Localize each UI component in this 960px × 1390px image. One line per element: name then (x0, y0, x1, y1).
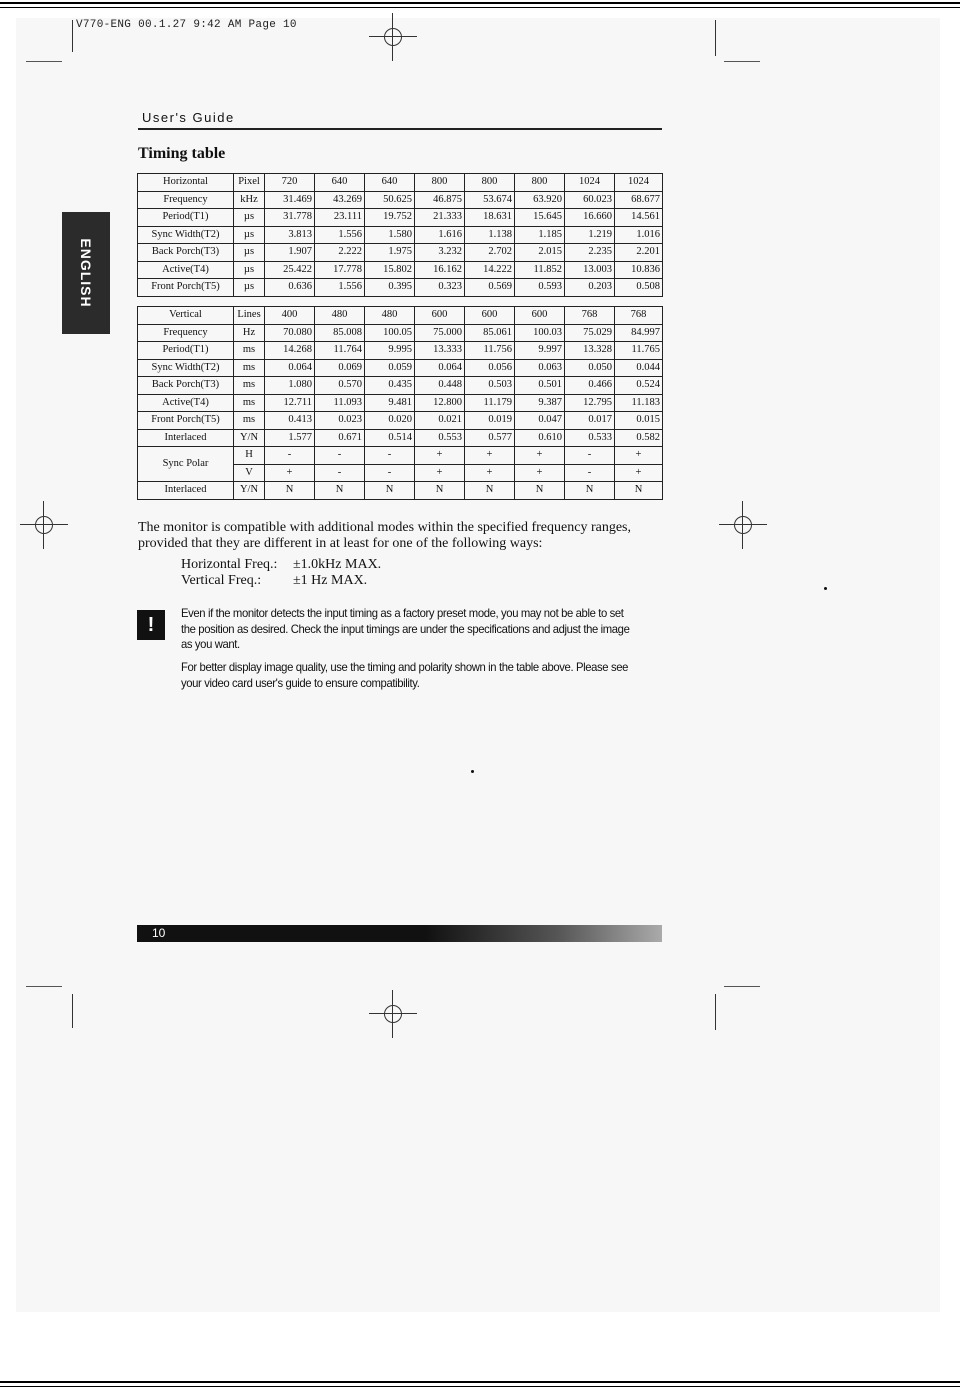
table-cell: 0.064 (415, 359, 465, 377)
table-cell: Active(T4) (138, 394, 234, 412)
table-cell: 13.333 (415, 342, 465, 360)
freq-limit-label: Vertical Freq.: (181, 573, 262, 588)
table-cell: V (234, 464, 265, 482)
table-cell: + (515, 447, 565, 465)
table-cell: 50.625 (365, 191, 415, 209)
table-cell: ms (234, 412, 265, 430)
freq-limit-label: Horizontal Freq.: (181, 557, 278, 572)
page-number: 10 (152, 926, 166, 940)
table-cell: 2.235 (565, 244, 615, 262)
table-cell: 1.616 (415, 226, 465, 244)
table-cell: Interlaced (138, 482, 234, 500)
table-cell: 16.162 (415, 261, 465, 279)
table-cell: 600 (515, 307, 565, 325)
table-cell: 1.138 (465, 226, 515, 244)
table-cell: 31.778 (265, 209, 315, 227)
note-paragraph: Even if the monitor detects the input timing as a factory preset mode, you may not be able to set the position as desired. Check the input timings are under the specifications and adjust the image as you want. (181, 606, 630, 651)
table-cell: 18.631 (465, 209, 515, 227)
table-row (138, 359, 663, 377)
table-cell: 75.029 (565, 324, 615, 342)
table-cell: µs (234, 279, 265, 297)
footer-bar (137, 925, 662, 942)
table-cell: 11.183 (615, 394, 663, 412)
table-cell: 11.765 (615, 342, 663, 360)
table-row (138, 226, 663, 244)
table-row (138, 244, 663, 262)
table-cell: 21.333 (415, 209, 465, 227)
table-row (138, 342, 663, 360)
table-cell: 0.203 (565, 279, 615, 297)
table-cell: Back Porch(T3) (138, 377, 234, 395)
table-cell: 12.795 (565, 394, 615, 412)
table-cell: 0.466 (565, 377, 615, 395)
scan-speck (824, 587, 827, 590)
table-cell: 1024 (565, 174, 615, 192)
table-cell: Back Porch(T3) (138, 244, 234, 262)
table-cell: Vertical (138, 307, 234, 325)
table-cell: Active(T4) (138, 261, 234, 279)
table-cell: - (565, 447, 615, 465)
crop-mark (724, 986, 760, 987)
table-cell: 25.422 (265, 261, 315, 279)
table-cell: 0.413 (265, 412, 315, 430)
table-row (138, 324, 663, 342)
table-cell: 3.232 (415, 244, 465, 262)
table-cell: + (415, 447, 465, 465)
registration-mark-icon (369, 13, 417, 61)
table-cell: 31.469 (265, 191, 315, 209)
table-cell: 0.019 (465, 412, 515, 430)
table-cell: 75.000 (415, 324, 465, 342)
table-cell: N (365, 482, 415, 500)
table-cell: N (265, 482, 315, 500)
table-cell: + (465, 464, 515, 482)
table-cell: 0.503 (465, 377, 515, 395)
table-cell: N (615, 482, 663, 500)
table-cell: Period(T1) (138, 209, 234, 227)
table-cell: 2.201 (615, 244, 663, 262)
table-cell: Frequency (138, 191, 234, 209)
table-cell: 9.995 (365, 342, 415, 360)
table-cell: 85.008 (315, 324, 365, 342)
table-cell: 9.997 (515, 342, 565, 360)
table-cell: Y/N (234, 482, 265, 500)
table-cell: 1024 (615, 174, 663, 192)
compatibility-paragraph: The monitor is compatible with additional modes within the specified frequency ranges, provided that they are different in at least for one of the following ways: (138, 520, 631, 551)
table-cell: 68.677 (615, 191, 663, 209)
crop-mark (72, 994, 73, 1028)
table-cell: 0.069 (315, 359, 365, 377)
table-cell: 53.674 (465, 191, 515, 209)
top-rule-thin (0, 7, 960, 8)
table-cell: 0.435 (365, 377, 415, 395)
table-cell: 19.752 (365, 209, 415, 227)
bottom-rule (0, 1381, 960, 1383)
table-cell: 0.047 (515, 412, 565, 430)
table-cell: 0.514 (365, 429, 415, 447)
table-cell: 0.023 (315, 412, 365, 430)
table-cell: 0.323 (415, 279, 465, 297)
table-cell: 800 (415, 174, 465, 192)
registration-mark-icon (369, 990, 417, 1038)
table-cell: 1.556 (315, 279, 365, 297)
table-cell: + (415, 464, 465, 482)
table-cell: 1.080 (265, 377, 315, 395)
table-cell: µs (234, 226, 265, 244)
table-cell: 1.580 (365, 226, 415, 244)
crop-mark (72, 20, 73, 52)
table-cell: Sync Width(T2) (138, 226, 234, 244)
crop-mark (724, 61, 760, 62)
table-cell: - (315, 447, 365, 465)
table-cell: Sync Width(T2) (138, 359, 234, 377)
table-cell: 400 (265, 307, 315, 325)
table-cell: 84.997 (615, 324, 663, 342)
table-cell: 15.645 (515, 209, 565, 227)
crop-mark (26, 986, 62, 987)
table-cell: 63.920 (515, 191, 565, 209)
table-cell: 70.080 (265, 324, 315, 342)
bottom-rule-thin (0, 1386, 960, 1387)
table-cell: Interlaced (138, 429, 234, 447)
table-cell: 800 (515, 174, 565, 192)
table-cell: 23.111 (315, 209, 365, 227)
table-cell: 0.671 (315, 429, 365, 447)
table-cell: 0.582 (615, 429, 663, 447)
table-cell: 15.802 (365, 261, 415, 279)
table-cell: 3.813 (265, 226, 315, 244)
table-cell: N (315, 482, 365, 500)
table-cell: 11.093 (315, 394, 365, 412)
table-cell: Sync Polar (138, 447, 234, 482)
crop-mark (715, 20, 716, 56)
table-cell: N (565, 482, 615, 500)
table-cell: 1.577 (265, 429, 315, 447)
table-cell: 100.05 (365, 324, 415, 342)
table-cell: 14.561 (615, 209, 663, 227)
table-cell: 600 (415, 307, 465, 325)
table-cell: 10.836 (615, 261, 663, 279)
table-cell: kHz (234, 191, 265, 209)
table-cell: 0.395 (365, 279, 415, 297)
table-cell: 1.185 (515, 226, 565, 244)
table-cell: H (234, 447, 265, 465)
table-cell: 0.610 (515, 429, 565, 447)
table-cell: 640 (365, 174, 415, 192)
table-cell: Lines (234, 307, 265, 325)
table-cell: N (465, 482, 515, 500)
table-cell: 800 (465, 174, 515, 192)
registration-mark-icon (20, 501, 68, 549)
table-cell: 720 (265, 174, 315, 192)
freq-limit-value: ±1.0kHz MAX. (293, 557, 382, 572)
table-cell: 0.553 (415, 429, 465, 447)
table-cell: + (465, 447, 515, 465)
table-cell: 1.016 (615, 226, 663, 244)
table-cell: 13.003 (565, 261, 615, 279)
scan-speck (471, 770, 474, 773)
table-cell: Frequency (138, 324, 234, 342)
freq-limit-value: ±1 Hz MAX. (293, 573, 368, 588)
table-cell: 11.756 (465, 342, 515, 360)
table-cell: Y/N (234, 429, 265, 447)
horizontal-timing-table (137, 173, 663, 297)
table-row (138, 447, 663, 465)
table-cell: + (615, 447, 663, 465)
table-cell: - (315, 464, 365, 482)
table-cell: 0.533 (565, 429, 615, 447)
table-cell: 0.020 (365, 412, 415, 430)
freq-limit-row (181, 573, 367, 589)
table-cell: - (365, 447, 415, 465)
table-cell: - (565, 464, 615, 482)
table-cell: 1.219 (565, 226, 615, 244)
table-cell: ms (234, 342, 265, 360)
table-cell: 1.556 (315, 226, 365, 244)
table-cell: - (365, 464, 415, 482)
table-header-row (138, 174, 663, 192)
table-cell: ms (234, 394, 265, 412)
table-cell: 1.975 (365, 244, 415, 262)
table-cell: N (515, 482, 565, 500)
table-cell: 0.056 (465, 359, 515, 377)
table-cell: N (415, 482, 465, 500)
table-cell: 0.044 (615, 359, 663, 377)
table-cell: 0.059 (365, 359, 415, 377)
section-title: Timing table (138, 145, 226, 162)
table-cell: Front Porch(T5) (138, 412, 234, 430)
table-cell: 0.636 (265, 279, 315, 297)
table-cell: 768 (615, 307, 663, 325)
table-cell: 0.050 (565, 359, 615, 377)
table-header-row (138, 307, 663, 325)
table-cell: 60.023 (565, 191, 615, 209)
table-cell: 1.907 (265, 244, 315, 262)
table-cell: + (615, 464, 663, 482)
table-row (138, 429, 663, 447)
table-cell: 2.222 (315, 244, 365, 262)
table-row (138, 279, 663, 297)
table-cell: 43.269 (315, 191, 365, 209)
table-cell: 600 (465, 307, 515, 325)
table-cell: Hz (234, 324, 265, 342)
crop-mark (26, 61, 62, 62)
side-tab-label: ENGLISH (78, 238, 94, 308)
table-cell: 12.800 (415, 394, 465, 412)
note-paragraph: For better display image quality, use the timing and polarity shown in the table above. Please see your video card user's guide to ensure compatibility. (181, 660, 629, 690)
table-cell: 16.660 (565, 209, 615, 227)
table-cell: 14.268 (265, 342, 315, 360)
table-row (138, 394, 663, 412)
table-cell: Period(T1) (138, 342, 234, 360)
running-head-rule (138, 128, 662, 130)
table-cell: 85.061 (465, 324, 515, 342)
running-head: User's Guide (142, 110, 235, 125)
vertical-timing-table (137, 306, 663, 500)
table-cell: 11.764 (315, 342, 365, 360)
table-row (138, 482, 663, 500)
table-cell: 0.017 (565, 412, 615, 430)
table-cell: 0.064 (265, 359, 315, 377)
table-cell: Horizontal (138, 174, 234, 192)
table-cell: µs (234, 244, 265, 262)
table-cell: 0.524 (615, 377, 663, 395)
table-cell: 0.593 (515, 279, 565, 297)
table-cell: µs (234, 209, 265, 227)
table-cell: 2.015 (515, 244, 565, 262)
table-cell: 0.063 (515, 359, 565, 377)
table-cell: 14.222 (465, 261, 515, 279)
table-row (138, 261, 663, 279)
table-cell: ms (234, 359, 265, 377)
print-header: V770-ENG 00.1.27 9:42 AM Page 10 (76, 19, 297, 31)
table-cell: Front Porch(T5) (138, 279, 234, 297)
top-rule (0, 2, 960, 4)
table-cell: 12.711 (265, 394, 315, 412)
freq-limit-row (181, 557, 381, 573)
table-cell: 11.852 (515, 261, 565, 279)
table-cell: 0.569 (465, 279, 515, 297)
table-cell: 2.702 (465, 244, 515, 262)
table-cell: Pixel (234, 174, 265, 192)
table-cell: + (515, 464, 565, 482)
registration-mark-icon (719, 501, 767, 549)
table-cell: 100.03 (515, 324, 565, 342)
table-cell: ms (234, 377, 265, 395)
table-cell: 9.481 (365, 394, 415, 412)
table-cell: µs (234, 261, 265, 279)
table-cell: 11.179 (465, 394, 515, 412)
crop-mark (715, 994, 716, 1030)
table-row (138, 209, 663, 227)
table-cell: 768 (565, 307, 615, 325)
table-cell: 9.387 (515, 394, 565, 412)
table-row (138, 412, 663, 430)
table-cell: - (265, 447, 315, 465)
table-cell: 640 (315, 174, 365, 192)
table-cell: 46.875 (415, 191, 465, 209)
table-cell: 0.570 (315, 377, 365, 395)
language-side-tab (62, 212, 110, 334)
table-row (138, 191, 663, 209)
table-cell: 480 (365, 307, 415, 325)
table-cell: 0.508 (615, 279, 663, 297)
table-cell: 0.577 (465, 429, 515, 447)
table-cell: 0.015 (615, 412, 663, 430)
table-cell: 480 (315, 307, 365, 325)
table-row (138, 377, 663, 395)
table-cell: 0.448 (415, 377, 465, 395)
table-cell: + (265, 464, 315, 482)
warning-icon: ! (137, 610, 165, 640)
table-cell: 13.328 (565, 342, 615, 360)
table-cell: 17.778 (315, 261, 365, 279)
table-cell: 0.021 (415, 412, 465, 430)
table-cell: 0.501 (515, 377, 565, 395)
